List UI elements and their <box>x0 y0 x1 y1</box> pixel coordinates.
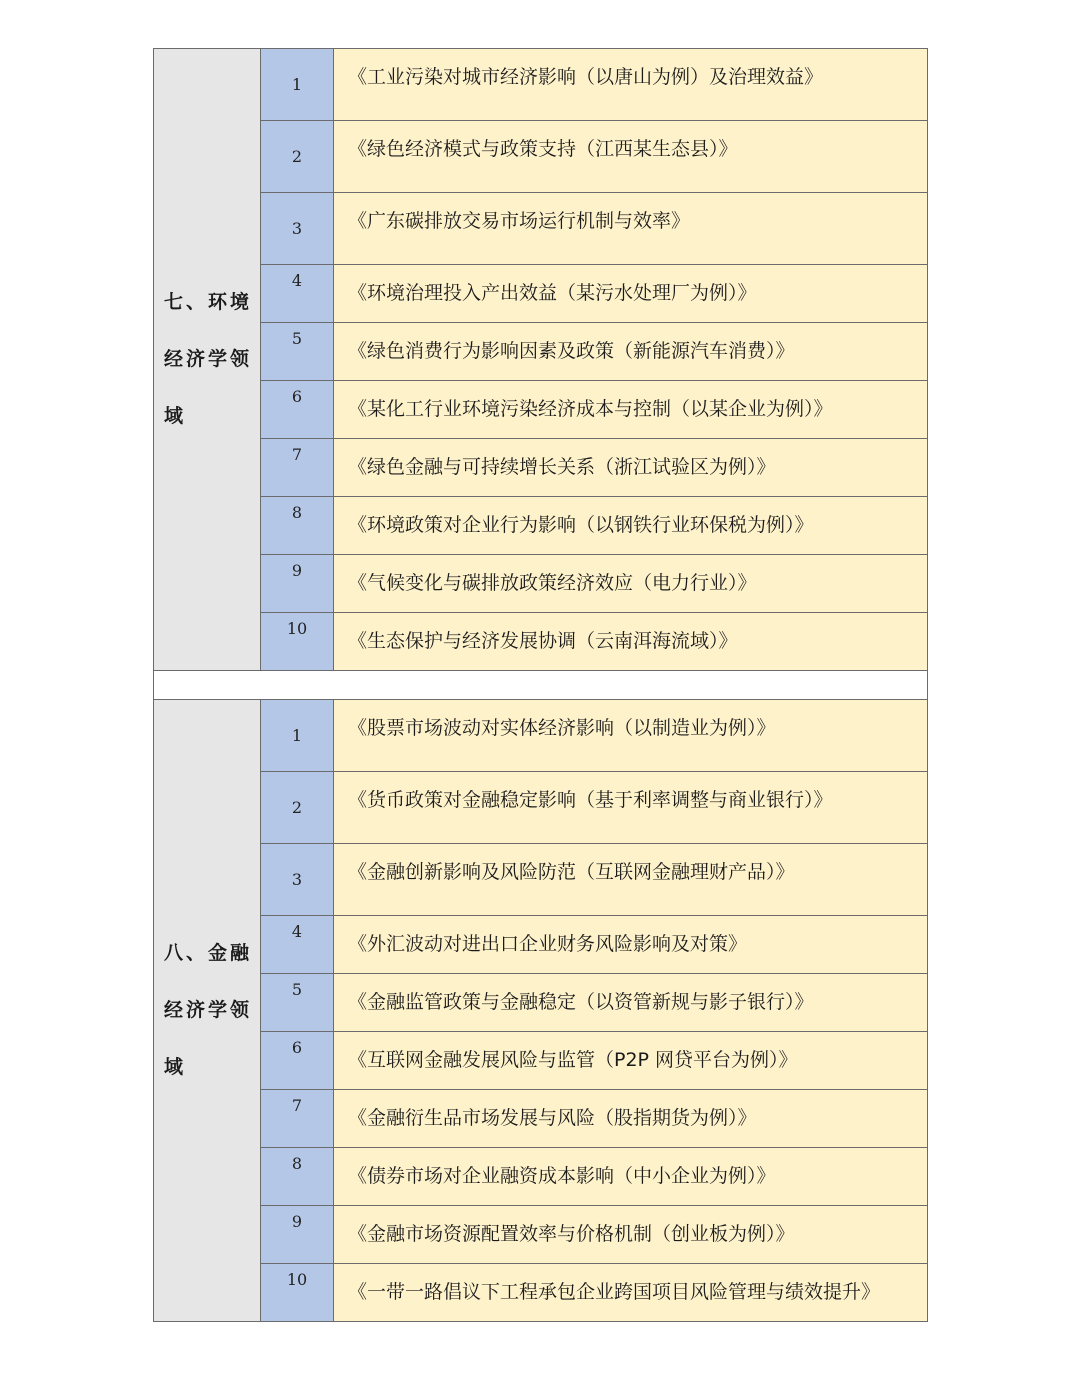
item-title: 《环境政策对企业行为影响（以钢铁行业环保税为例）》 <box>334 497 928 555</box>
table-row <box>154 439 928 497</box>
item-title: 《互联网金融发展风险与监管（P2P 网贷平台为例）》 <box>334 1032 928 1090</box>
table-row <box>154 1264 928 1322</box>
item-number: 9 <box>261 1206 334 1264</box>
item-number: 3 <box>261 193 334 265</box>
section-spacer <box>154 671 928 700</box>
item-number: 6 <box>261 381 334 439</box>
item-number: 4 <box>261 265 334 323</box>
item-title: 《广东碳排放交易市场运行机制与效率》 <box>334 193 928 265</box>
table-row <box>154 772 928 844</box>
domain-label: 七、环境经济学领域 <box>164 291 253 427</box>
domain-label: 八、金融经济学领域 <box>164 942 253 1078</box>
item-title: 《外汇波动对进出口企业财务风险影响及对策》 <box>334 916 928 974</box>
item-title: 《绿色消费行为影响因素及政策（新能源汽车消费）》 <box>334 323 928 381</box>
item-title: 《气候变化与碳排放政策经济效应（电力行业）》 <box>334 555 928 613</box>
item-number: 8 <box>261 1148 334 1206</box>
item-title: 《一带一路倡议下工程承包企业跨国项目风险管理与绩效提升》 <box>334 1264 928 1322</box>
item-title: 《绿色金融与可持续增长关系（浙江试验区为例）》 <box>334 439 928 497</box>
item-number: 7 <box>261 1090 334 1148</box>
item-number: 2 <box>261 772 334 844</box>
table-row <box>154 613 928 671</box>
domain-cell-financial <box>154 700 261 1322</box>
item-title: 《工业污染对城市经济影响（以唐山为例）及治理效益》 <box>334 49 928 121</box>
item-title: 《绿色经济模式与政策支持（江西某生态县）》 <box>334 121 928 193</box>
table-row <box>154 49 928 121</box>
domain-cell-environmental <box>154 49 261 671</box>
item-title: 《生态保护与经济发展协调（云南洱海流域）》 <box>334 613 928 671</box>
topics-table-container <box>153 48 927 1322</box>
table-row <box>154 844 928 916</box>
table-row <box>154 1148 928 1206</box>
table-row <box>154 1090 928 1148</box>
item-number: 1 <box>261 700 334 772</box>
table-row <box>154 323 928 381</box>
item-number: 8 <box>261 497 334 555</box>
item-title: 《债券市场对企业融资成本影响（中小企业为例）》 <box>334 1148 928 1206</box>
table-row <box>154 1206 928 1264</box>
item-number: 6 <box>261 1032 334 1090</box>
item-title: 《金融衍生品市场发展与风险（股指期货为例）》 <box>334 1090 928 1148</box>
table-row <box>154 916 928 974</box>
item-title: 《金融监管政策与金融稳定（以资管新规与影子银行）》 <box>334 974 928 1032</box>
item-title: 《金融市场资源配置效率与价格机制（创业板为例）》 <box>334 1206 928 1264</box>
table-row <box>154 121 928 193</box>
item-number: 2 <box>261 121 334 193</box>
table-row <box>154 497 928 555</box>
table-row <box>154 974 928 1032</box>
topics-table <box>153 48 928 1322</box>
item-title: 《股票市场波动对实体经济影响（以制造业为例）》 <box>334 700 928 772</box>
item-title: 《货币政策对金融稳定影响（基于利率调整与商业银行）》 <box>334 772 928 844</box>
item-number: 10 <box>261 613 334 671</box>
item-title: 《某化工行业环境污染经济成本与控制（以某企业为例）》 <box>334 381 928 439</box>
table-row <box>154 265 928 323</box>
table-row <box>154 1032 928 1090</box>
item-number: 9 <box>261 555 334 613</box>
table-row <box>154 193 928 265</box>
item-number: 10 <box>261 1264 334 1322</box>
item-number: 5 <box>261 974 334 1032</box>
table-row <box>154 381 928 439</box>
table-row <box>154 555 928 613</box>
item-number: 7 <box>261 439 334 497</box>
item-number: 3 <box>261 844 334 916</box>
item-title: 《环境治理投入产出效益（某污水处理厂为例）》 <box>334 265 928 323</box>
section-spacer-row <box>154 671 928 700</box>
item-title: 《金融创新影响及风险防范（互联网金融理财产品）》 <box>334 844 928 916</box>
item-number: 5 <box>261 323 334 381</box>
item-number: 1 <box>261 49 334 121</box>
item-number: 4 <box>261 916 334 974</box>
table-row <box>154 700 928 772</box>
